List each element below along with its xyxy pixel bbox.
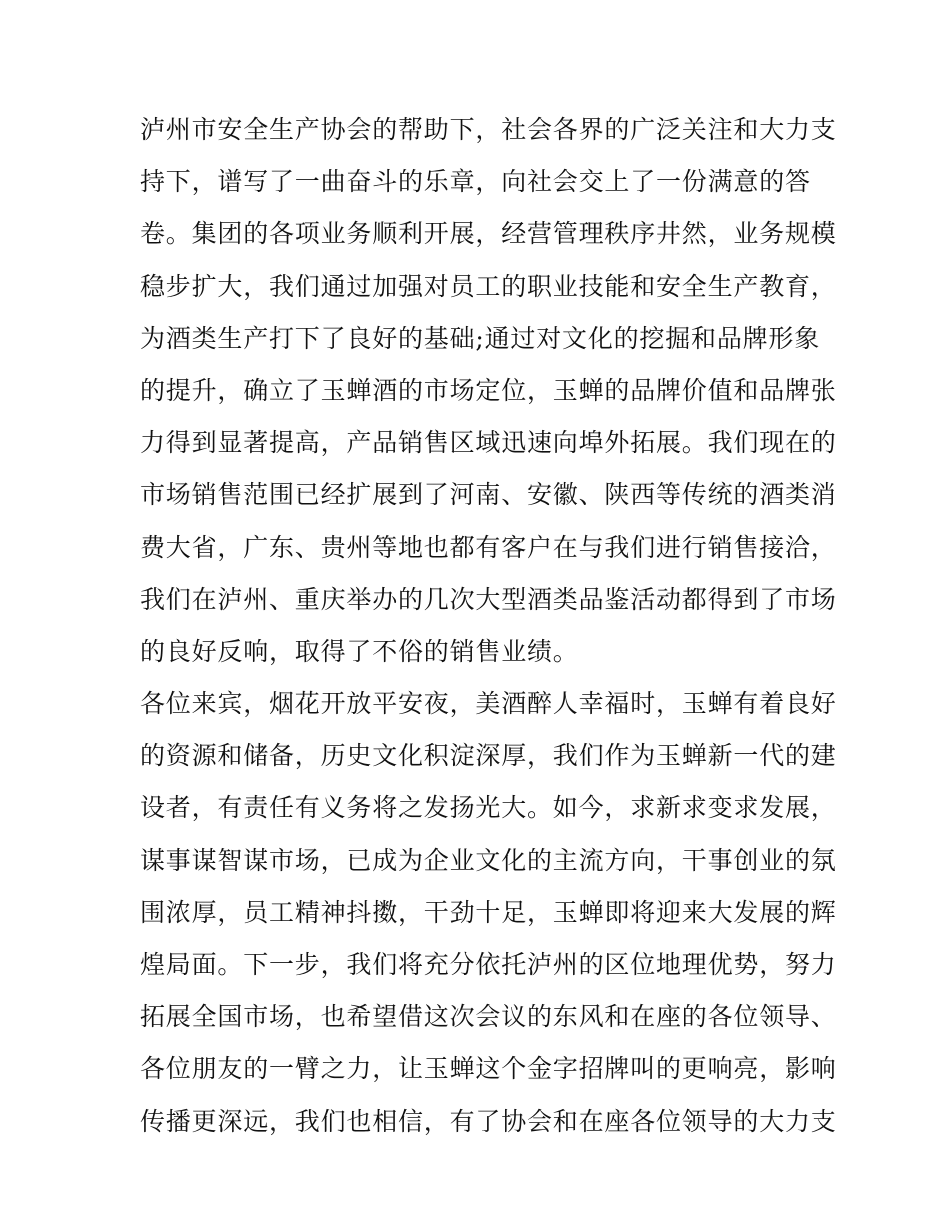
text-line: 的提升，确立了玉蝉酒的市场定位，玉蝉的品牌价值和品牌张 (140, 375, 837, 405)
text-line: 泸州市安全生产协会的帮助下，社会各界的广泛关注和大力支 (140, 115, 837, 144)
text-line: 的资源和储备，历史文化积淀深厚，我们作为玉蝉新一代的建 (140, 741, 837, 771)
text-line: 设者，有责任有义务将之发扬光大。如今，求新求变求发展， (140, 793, 837, 823)
text-line: 拓展全国市场，也希望借这次会议的东风和在座的各位领导、 (140, 1002, 837, 1032)
text-line: 传播更深远，我们也相信，有了协会和在座各位领导的大力支 (140, 1106, 837, 1136)
body-text (140, 104, 837, 1148)
text-line: 各位来宾，烟花开放平安夜，美酒醉人幸福时，玉蝉有着良好 (140, 689, 837, 719)
text-line: 谋事谋智谋市场，已成为企业文化的主流方向，干事创业的氛 (140, 845, 837, 875)
text-line: 市场销售范围已经扩展到了河南、安徽、陕西等传统的酒类消 (140, 480, 837, 510)
text-line: 围浓厚，员工精神抖擞，干劲十足，玉蝉即将迎来大发展的辉 (140, 897, 837, 927)
text-line: 稳步扩大，我们通过加强对员工的职业技能和安全生产教育， (140, 271, 837, 301)
text-line: 的良好反响，取得了不俗的销售业绩。 (140, 636, 579, 666)
text-line: 煌局面。下一步，我们将充分依托泸州的区位地理优势，努力 (140, 950, 837, 979)
text-line: 卷。集团的各项业务顺利开展，经营管理秩序井然，业务规模 (140, 219, 837, 249)
text-line: 力得到显著提高，产品销售区域迅速向埠外拓展。我们现在的 (140, 428, 837, 458)
text-line: 费大省，广东、贵州等地也都有客户在与我们进行销售接洽， (140, 532, 837, 562)
text-line: 持下，谱写了一曲奋斗的乐章，向社会交上了一份满意的答 (140, 167, 811, 197)
text-line: 各位朋友的一臂之力，让玉蝉这个金字招牌叫的更响亮，影响 (140, 1054, 837, 1084)
text-line: 我们在泸州、重庆举办的几次大型酒类品鉴活动都得到了市场 (140, 584, 837, 614)
text-line: 为酒类生产打下了良好的基础;通过对文化的挖掘和品牌形象 (140, 323, 821, 353)
